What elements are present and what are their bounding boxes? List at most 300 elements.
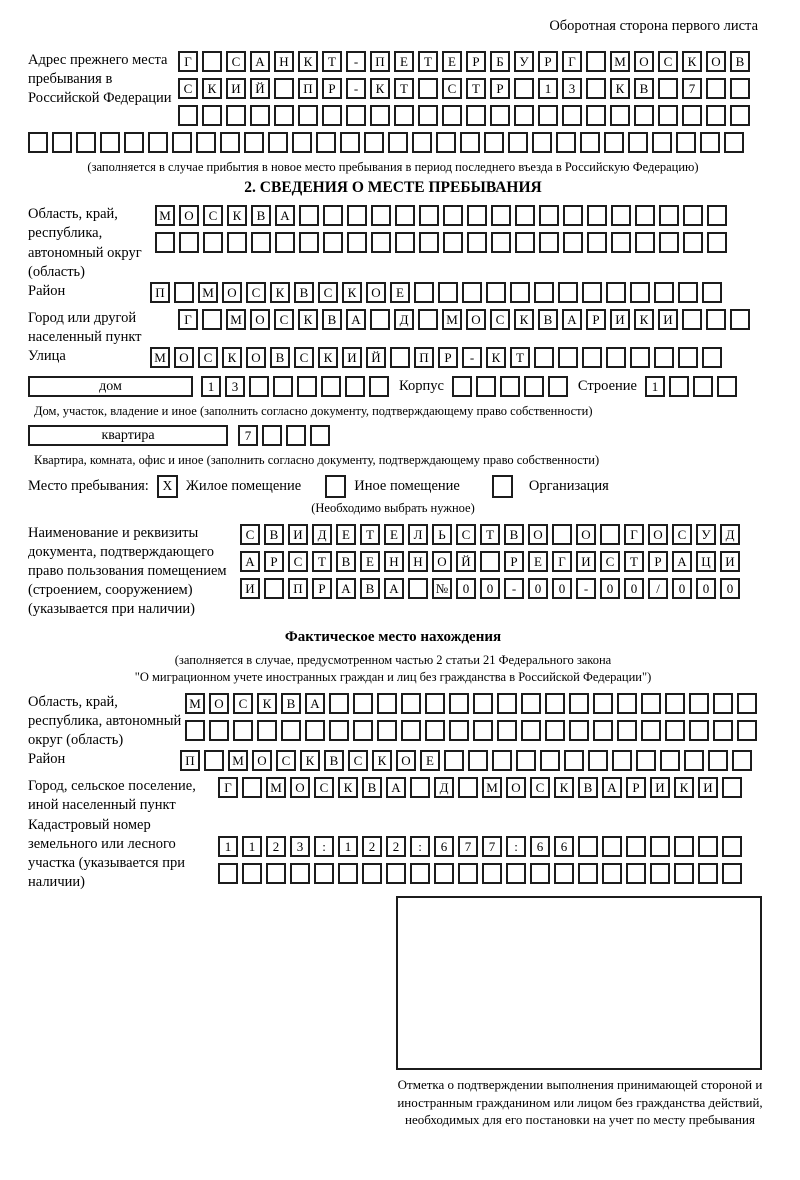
char-box[interactable]: 6: [554, 836, 574, 857]
char-box[interactable]: [611, 232, 631, 253]
char-box[interactable]: Й: [456, 551, 476, 572]
char-box[interactable]: 6: [434, 836, 454, 857]
char-box[interactable]: [418, 105, 438, 126]
char-box[interactable]: Т: [466, 78, 486, 99]
char-box[interactable]: [443, 205, 463, 226]
char-box[interactable]: [268, 132, 288, 153]
char-box[interactable]: А: [275, 205, 295, 226]
char-box[interactable]: Т: [480, 524, 500, 545]
char-box[interactable]: [264, 578, 284, 599]
char-box[interactable]: [626, 836, 646, 857]
char-box[interactable]: №: [432, 578, 452, 599]
char-box[interactable]: [612, 750, 632, 771]
char-box[interactable]: :: [506, 836, 526, 857]
char-box[interactable]: О: [290, 777, 310, 798]
char-box[interactable]: Г: [552, 551, 572, 572]
char-box[interactable]: [353, 693, 373, 714]
char-box[interactable]: В: [336, 551, 356, 572]
char-box[interactable]: [401, 693, 421, 714]
char-box[interactable]: [418, 78, 438, 99]
char-box[interactable]: [196, 132, 216, 153]
char-box[interactable]: 7: [482, 836, 502, 857]
char-box[interactable]: [394, 105, 414, 126]
char-box[interactable]: А: [602, 777, 622, 798]
char-box[interactable]: Е: [336, 524, 356, 545]
char-box[interactable]: В: [634, 78, 654, 99]
char-box[interactable]: К: [338, 777, 358, 798]
char-box[interactable]: [491, 232, 511, 253]
char-box[interactable]: Р: [648, 551, 668, 572]
char-box[interactable]: Р: [504, 551, 524, 572]
char-box[interactable]: К: [298, 309, 318, 330]
char-box[interactable]: [514, 105, 534, 126]
char-box[interactable]: [698, 836, 718, 857]
char-box[interactable]: [438, 282, 458, 303]
checkbox-inoe[interactable]: [325, 475, 346, 498]
char-box[interactable]: 0: [696, 578, 716, 599]
char-box[interactable]: [540, 750, 560, 771]
char-box[interactable]: Т: [322, 51, 342, 72]
char-box[interactable]: [689, 693, 709, 714]
char-box[interactable]: [617, 693, 637, 714]
char-box[interactable]: [467, 232, 487, 253]
char-box[interactable]: [730, 105, 750, 126]
char-box[interactable]: С: [288, 551, 308, 572]
char-box[interactable]: [582, 347, 602, 368]
char-box[interactable]: К: [342, 282, 362, 303]
char-box[interactable]: -: [504, 578, 524, 599]
char-box[interactable]: [626, 863, 646, 884]
char-box[interactable]: [329, 720, 349, 741]
char-box[interactable]: [347, 232, 367, 253]
char-box[interactable]: Г: [624, 524, 644, 545]
char-box[interactable]: [732, 750, 752, 771]
char-box[interactable]: С: [240, 524, 260, 545]
char-box[interactable]: К: [610, 78, 630, 99]
char-box[interactable]: [628, 132, 648, 153]
char-box[interactable]: К: [554, 777, 574, 798]
char-box[interactable]: 3: [562, 78, 582, 99]
char-box[interactable]: [370, 105, 390, 126]
char-box[interactable]: [606, 282, 626, 303]
char-box[interactable]: [443, 232, 463, 253]
char-box[interactable]: [650, 836, 670, 857]
char-box[interactable]: [242, 777, 262, 798]
char-box[interactable]: И: [698, 777, 718, 798]
char-box[interactable]: А: [250, 51, 270, 72]
char-box[interactable]: К: [370, 78, 390, 99]
char-box[interactable]: О: [634, 51, 654, 72]
char-box[interactable]: [76, 132, 96, 153]
char-box[interactable]: [582, 282, 602, 303]
char-box[interactable]: [682, 309, 702, 330]
char-box[interactable]: [491, 205, 511, 226]
char-box[interactable]: К: [298, 51, 318, 72]
char-box[interactable]: [321, 376, 341, 397]
char-box[interactable]: [674, 836, 694, 857]
char-box[interactable]: Н: [274, 51, 294, 72]
char-box[interactable]: Е: [528, 551, 548, 572]
char-box[interactable]: [449, 693, 469, 714]
char-box[interactable]: [414, 282, 434, 303]
char-box[interactable]: С: [294, 347, 314, 368]
char-box[interactable]: [545, 693, 565, 714]
char-box[interactable]: И: [288, 524, 308, 545]
char-box[interactable]: [346, 105, 366, 126]
char-box[interactable]: -: [462, 347, 482, 368]
char-box[interactable]: [480, 551, 500, 572]
char-box[interactable]: Д: [394, 309, 414, 330]
char-box[interactable]: [316, 132, 336, 153]
char-box[interactable]: Р: [264, 551, 284, 572]
char-box[interactable]: [473, 720, 493, 741]
char-box[interactable]: В: [578, 777, 598, 798]
char-box[interactable]: [52, 132, 72, 153]
char-box[interactable]: Й: [250, 78, 270, 99]
char-box[interactable]: [506, 863, 526, 884]
char-box[interactable]: П: [150, 282, 170, 303]
char-box[interactable]: К: [682, 51, 702, 72]
char-box[interactable]: В: [504, 524, 524, 545]
char-box[interactable]: [458, 777, 478, 798]
char-box[interactable]: [678, 282, 698, 303]
char-box[interactable]: [578, 836, 598, 857]
char-box[interactable]: [370, 309, 390, 330]
char-box[interactable]: К: [300, 750, 320, 771]
char-box[interactable]: [539, 205, 559, 226]
char-box[interactable]: [467, 205, 487, 226]
char-box[interactable]: Т: [418, 51, 438, 72]
char-box[interactable]: [654, 347, 674, 368]
char-box[interactable]: [588, 750, 608, 771]
char-box[interactable]: Р: [538, 51, 558, 72]
char-box[interactable]: [641, 693, 661, 714]
char-box[interactable]: В: [730, 51, 750, 72]
char-box[interactable]: В: [270, 347, 290, 368]
char-box[interactable]: С: [442, 78, 462, 99]
char-box[interactable]: [353, 720, 373, 741]
char-box[interactable]: И: [610, 309, 630, 330]
char-box[interactable]: А: [562, 309, 582, 330]
char-box[interactable]: [569, 693, 589, 714]
char-box[interactable]: [242, 863, 262, 884]
char-box[interactable]: [299, 205, 319, 226]
char-box[interactable]: [338, 863, 358, 884]
char-box[interactable]: О: [706, 51, 726, 72]
char-box[interactable]: [452, 376, 472, 397]
char-box[interactable]: Р: [626, 777, 646, 798]
char-box[interactable]: 1: [538, 78, 558, 99]
char-box[interactable]: [693, 376, 713, 397]
checkbox-zhiloe[interactable]: X: [157, 475, 178, 498]
char-box[interactable]: [554, 863, 574, 884]
char-box[interactable]: [476, 376, 496, 397]
char-box[interactable]: С: [530, 777, 550, 798]
kvartira-field[interactable]: квартира: [28, 425, 228, 446]
char-box[interactable]: [558, 347, 578, 368]
char-box[interactable]: [683, 205, 703, 226]
char-box[interactable]: 0: [672, 578, 692, 599]
char-box[interactable]: [174, 282, 194, 303]
char-box[interactable]: Р: [312, 578, 332, 599]
char-box[interactable]: Р: [490, 78, 510, 99]
char-box[interactable]: [266, 863, 286, 884]
char-box[interactable]: [515, 205, 535, 226]
char-box[interactable]: О: [576, 524, 596, 545]
char-box[interactable]: [689, 720, 709, 741]
char-box[interactable]: [602, 836, 622, 857]
char-box[interactable]: [202, 309, 222, 330]
char-box[interactable]: Е: [420, 750, 440, 771]
char-box[interactable]: [497, 720, 517, 741]
char-box[interactable]: А: [336, 578, 356, 599]
char-box[interactable]: Т: [394, 78, 414, 99]
char-box[interactable]: [390, 347, 410, 368]
char-box[interactable]: С: [490, 309, 510, 330]
char-box[interactable]: [516, 750, 536, 771]
char-box[interactable]: [534, 282, 554, 303]
char-box[interactable]: [700, 132, 720, 153]
char-box[interactable]: 7: [458, 836, 478, 857]
char-box[interactable]: [401, 720, 421, 741]
char-box[interactable]: [418, 309, 438, 330]
char-box[interactable]: [340, 132, 360, 153]
char-box[interactable]: [659, 232, 679, 253]
char-box[interactable]: [377, 693, 397, 714]
char-box[interactable]: [484, 132, 504, 153]
char-box[interactable]: Т: [510, 347, 530, 368]
char-box[interactable]: [444, 750, 464, 771]
char-box[interactable]: В: [281, 693, 301, 714]
char-box[interactable]: П: [370, 51, 390, 72]
char-box[interactable]: [634, 105, 654, 126]
char-box[interactable]: [458, 863, 478, 884]
char-box[interactable]: [722, 863, 742, 884]
char-box[interactable]: В: [538, 309, 558, 330]
char-box[interactable]: [227, 232, 247, 253]
char-box[interactable]: С: [233, 693, 253, 714]
char-box[interactable]: В: [264, 524, 284, 545]
char-box[interactable]: [244, 132, 264, 153]
char-box[interactable]: [473, 693, 493, 714]
char-box[interactable]: К: [318, 347, 338, 368]
char-box[interactable]: [578, 863, 598, 884]
char-box[interactable]: К: [222, 347, 242, 368]
char-box[interactable]: [563, 205, 583, 226]
char-box[interactable]: С: [672, 524, 692, 545]
char-box[interactable]: [28, 132, 48, 153]
char-box[interactable]: [660, 750, 680, 771]
char-box[interactable]: 0: [456, 578, 476, 599]
checkbox-organizatsiya[interactable]: [492, 475, 513, 498]
char-box[interactable]: [635, 232, 655, 253]
char-box[interactable]: П: [288, 578, 308, 599]
char-box[interactable]: [730, 78, 750, 99]
char-box[interactable]: [665, 720, 685, 741]
char-box[interactable]: С: [658, 51, 678, 72]
char-box[interactable]: К: [270, 282, 290, 303]
char-box[interactable]: О: [466, 309, 486, 330]
char-box[interactable]: [425, 720, 445, 741]
char-box[interactable]: [410, 863, 430, 884]
char-box[interactable]: [684, 750, 704, 771]
char-box[interactable]: Д: [720, 524, 740, 545]
char-box[interactable]: С: [203, 205, 223, 226]
char-box[interactable]: М: [442, 309, 462, 330]
char-box[interactable]: Е: [394, 51, 414, 72]
char-box[interactable]: О: [252, 750, 272, 771]
char-box[interactable]: [250, 105, 270, 126]
char-box[interactable]: [676, 132, 696, 153]
char-box[interactable]: [706, 309, 726, 330]
char-box[interactable]: [636, 750, 656, 771]
char-box[interactable]: [556, 132, 576, 153]
char-box[interactable]: [419, 205, 439, 226]
char-box[interactable]: [698, 863, 718, 884]
char-box[interactable]: 0: [600, 578, 620, 599]
char-box[interactable]: [524, 376, 544, 397]
char-box[interactable]: [299, 232, 319, 253]
char-box[interactable]: О: [506, 777, 526, 798]
char-box[interactable]: [564, 750, 584, 771]
char-box[interactable]: -: [576, 578, 596, 599]
char-box[interactable]: [202, 105, 222, 126]
char-box[interactable]: [538, 105, 558, 126]
char-box[interactable]: К: [674, 777, 694, 798]
char-box[interactable]: [305, 720, 325, 741]
char-box[interactable]: Е: [384, 524, 404, 545]
char-box[interactable]: [702, 282, 722, 303]
char-box[interactable]: [329, 693, 349, 714]
char-box[interactable]: [298, 105, 318, 126]
char-box[interactable]: [490, 105, 510, 126]
char-box[interactable]: [724, 132, 744, 153]
char-box[interactable]: [347, 205, 367, 226]
char-box[interactable]: [377, 720, 397, 741]
char-box[interactable]: [292, 132, 312, 153]
char-box[interactable]: [563, 232, 583, 253]
char-box[interactable]: [706, 78, 726, 99]
char-box[interactable]: 0: [624, 578, 644, 599]
char-box[interactable]: [534, 347, 554, 368]
char-box[interactable]: [654, 282, 674, 303]
char-box[interactable]: [593, 693, 613, 714]
char-box[interactable]: [500, 376, 520, 397]
char-box[interactable]: 1: [201, 376, 221, 397]
char-box[interactable]: [530, 863, 550, 884]
char-box[interactable]: О: [179, 205, 199, 226]
char-box[interactable]: [323, 205, 343, 226]
char-box[interactable]: [434, 863, 454, 884]
char-box[interactable]: [606, 347, 626, 368]
char-box[interactable]: [273, 376, 293, 397]
char-box[interactable]: К: [227, 205, 247, 226]
char-box[interactable]: И: [342, 347, 362, 368]
char-box[interactable]: С: [226, 51, 246, 72]
char-box[interactable]: [492, 750, 512, 771]
char-box[interactable]: С: [456, 524, 476, 545]
char-box[interactable]: [737, 720, 757, 741]
char-box[interactable]: [185, 720, 205, 741]
char-box[interactable]: [395, 232, 415, 253]
char-box[interactable]: У: [514, 51, 534, 72]
char-box[interactable]: О: [250, 309, 270, 330]
char-box[interactable]: М: [150, 347, 170, 368]
char-box[interactable]: [713, 693, 733, 714]
char-box[interactable]: О: [648, 524, 668, 545]
char-box[interactable]: [707, 205, 727, 226]
char-box[interactable]: [587, 232, 607, 253]
char-box[interactable]: [558, 282, 578, 303]
char-box[interactable]: [706, 105, 726, 126]
char-box[interactable]: -: [346, 51, 366, 72]
char-box[interactable]: 2: [362, 836, 382, 857]
char-box[interactable]: [630, 282, 650, 303]
char-box[interactable]: [635, 205, 655, 226]
char-box[interactable]: [665, 693, 685, 714]
char-box[interactable]: [203, 232, 223, 253]
char-box[interactable]: Ь: [432, 524, 452, 545]
char-box[interactable]: [569, 720, 589, 741]
char-box[interactable]: [310, 425, 330, 446]
char-box[interactable]: [514, 78, 534, 99]
char-box[interactable]: [178, 105, 198, 126]
char-box[interactable]: [274, 78, 294, 99]
char-box[interactable]: [674, 863, 694, 884]
char-box[interactable]: Р: [322, 78, 342, 99]
char-box[interactable]: П: [298, 78, 318, 99]
char-box[interactable]: С: [178, 78, 198, 99]
char-box[interactable]: [548, 376, 568, 397]
char-box[interactable]: [497, 693, 517, 714]
char-box[interactable]: И: [226, 78, 246, 99]
char-box[interactable]: Д: [434, 777, 454, 798]
char-box[interactable]: Т: [624, 551, 644, 572]
char-box[interactable]: [722, 836, 742, 857]
dom-field[interactable]: дом: [28, 376, 193, 397]
char-box[interactable]: [218, 863, 238, 884]
char-box[interactable]: [650, 863, 670, 884]
char-box[interactable]: [652, 132, 672, 153]
char-box[interactable]: [371, 232, 391, 253]
char-box[interactable]: К: [486, 347, 506, 368]
char-box[interactable]: [586, 105, 606, 126]
char-box[interactable]: [419, 232, 439, 253]
char-box[interactable]: К: [634, 309, 654, 330]
char-box[interactable]: [220, 132, 240, 153]
char-box[interactable]: [410, 777, 430, 798]
char-box[interactable]: [515, 232, 535, 253]
char-box[interactable]: [586, 51, 606, 72]
char-box[interactable]: [364, 132, 384, 153]
char-box[interactable]: [669, 376, 689, 397]
char-box[interactable]: :: [314, 836, 334, 857]
char-box[interactable]: [587, 205, 607, 226]
char-box[interactable]: [641, 720, 661, 741]
char-box[interactable]: К: [202, 78, 222, 99]
char-box[interactable]: В: [294, 282, 314, 303]
char-box[interactable]: У: [696, 524, 716, 545]
char-box[interactable]: Й: [366, 347, 386, 368]
char-box[interactable]: К: [257, 693, 277, 714]
char-box[interactable]: [281, 720, 301, 741]
char-box[interactable]: Р: [586, 309, 606, 330]
char-box[interactable]: М: [482, 777, 502, 798]
char-box[interactable]: Г: [178, 309, 198, 330]
char-box[interactable]: С: [246, 282, 266, 303]
char-box[interactable]: М: [185, 693, 205, 714]
char-box[interactable]: [442, 105, 462, 126]
